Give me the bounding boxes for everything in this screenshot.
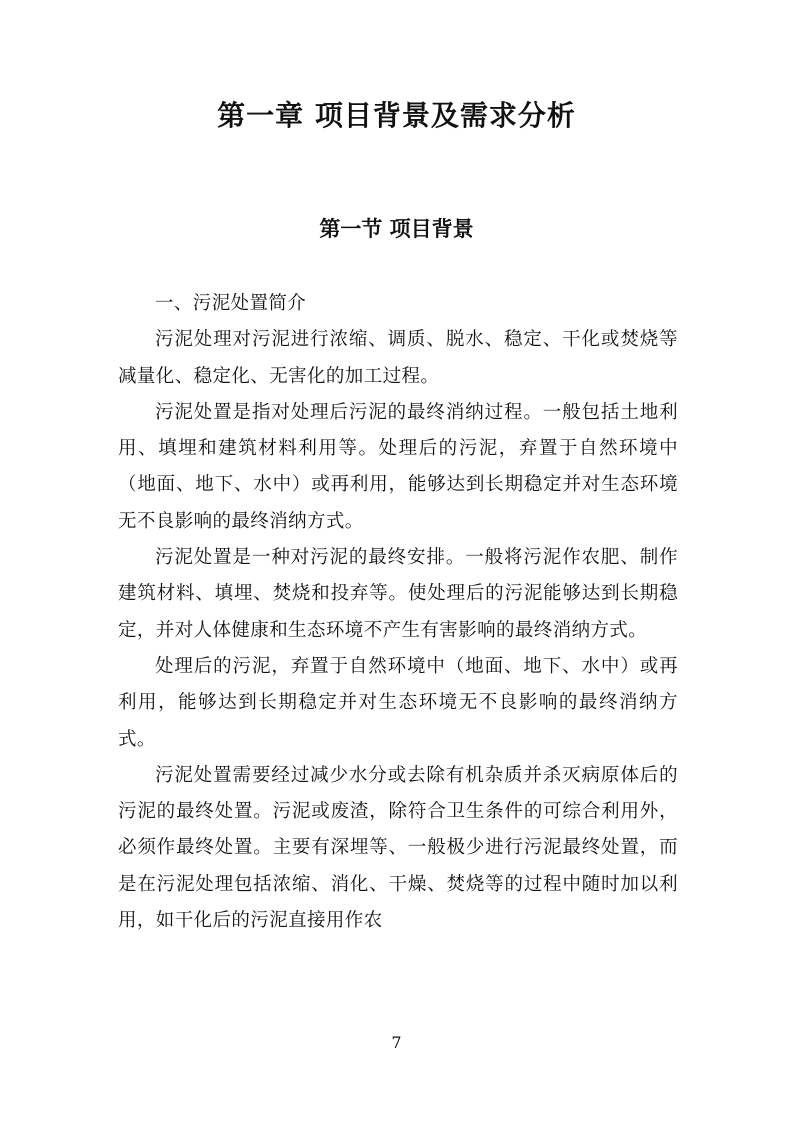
paragraph: 污泥处置是指对处理后污泥的最终消纳过程。一般包括土地利用、填埋和建筑材料利用等。处理后的污泥，弃置于自然环境中（地面、地下、水中）或再利用，能够达到长期稳定并对生态环境无不良影响的最终消纳方式。 bbox=[118, 401, 678, 532]
body-text bbox=[118, 286, 678, 939]
section-title: 第一节 项目背景 bbox=[319, 216, 474, 241]
paragraph: 污泥处置需要经过减少水分或去除有机杂质并杀灭病原体后的污泥的最终处置。污泥或废渣，除符合卫生条件的可综合利用外，必须作最终处置。主要有深埋等、一般极少进行污泥最终处置，而是在污泥处理包括浓缩、消化、干燥、焚烧等的过程中随时加以利用，如干化后的污泥直接用作农 bbox=[118, 764, 678, 932]
page-number: 7 bbox=[391, 1033, 402, 1052]
chapter-title: 第一章 项目背景及需求分析 bbox=[217, 99, 576, 132]
paragraph: 处理后的污泥，弃置于自然环境中（地面、地下、水中）或再利用，能够达到长期稳定并对生态环境无不良影响的最终消纳方式。 bbox=[118, 655, 678, 750]
paragraph: 污泥处置是一种对污泥的最终安排。一般将污泥作农肥、制作建筑材料、填埋、焚烧和投弃等。使处理后的污泥能够达到长期稳定，并对人体健康和生态环境不产生有害影响的最终消纳方式。 bbox=[118, 547, 678, 641]
paragraph: 污泥处理对污泥进行浓缩、调质、脱水、稳定、干化或焚烧等减量化、稳定化、无害化的加工过程。 bbox=[118, 329, 678, 387]
subheading: 一、污泥处置简介 bbox=[155, 293, 307, 314]
